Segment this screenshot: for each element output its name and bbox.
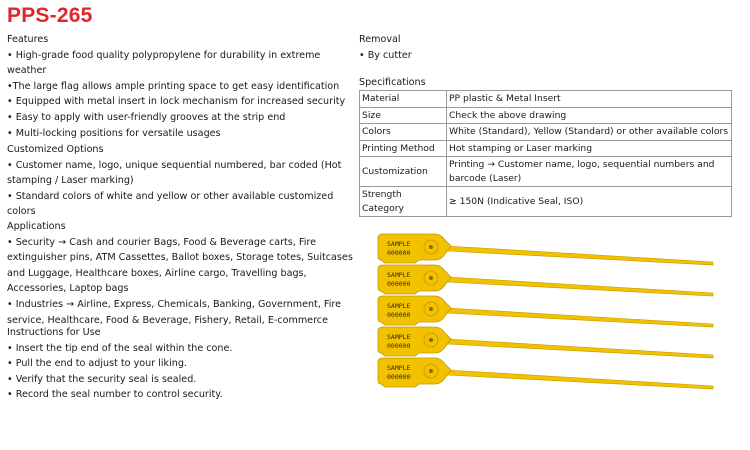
seal-item	[378, 296, 713, 327]
spec-value: Check the above drawing	[447, 107, 732, 124]
spec-row	[360, 124, 732, 141]
seal-label-top: SAMPLE	[387, 240, 411, 248]
spec-key: Printing Method	[360, 140, 447, 157]
spec-value: White (Standard), Yellow (Standard) or other available colors	[447, 124, 732, 141]
spec-key: Colors	[360, 124, 447, 141]
specifications-heading: Specifications	[359, 77, 426, 88]
seal-strap	[447, 339, 713, 358]
seal-lock-hole	[429, 338, 433, 342]
application-item: • Industries → Airline, Express, Chemicals, Banking, Government, Fire service, Healthcare, Food & Beverage, Fishery, Retail, E-commerce	[7, 298, 342, 326]
feature-item: •The large flag allows ample printing space to get easy identification	[7, 80, 340, 92]
instruction-item: • Verify that the security seal is sealed.	[7, 373, 197, 385]
removal-heading: Removal	[359, 34, 401, 45]
removal-item: • By cutter	[359, 49, 412, 61]
feature-item: • Multi-locking positions for versatile usages	[7, 127, 221, 139]
product-title: PPS-265	[7, 4, 93, 27]
seal-lock-hole	[429, 307, 433, 311]
application-item: • Security → Cash and courier Bags, Food & Beverage carts, Fire extinguisher pins, ATM Cassettes, Ballot boxes, Storage totes, Suitcases and Luggage, Healthcare boxes, Airline cargo, Travelling bags, Accessories, Laptop bags	[7, 236, 353, 295]
feature-item: • High-grade food quality polypropylene for durability in extreme weather	[7, 49, 321, 77]
features-heading: Features	[7, 34, 49, 45]
seal-label-top: SAMPLE	[387, 271, 411, 279]
spec-row	[360, 91, 732, 108]
seal-label-top: SAMPLE	[387, 364, 411, 372]
spec-value: ≥ 150N (Indicative Seal, ISO)	[447, 187, 732, 217]
seal-label-bottom: 000000	[387, 249, 411, 257]
seal-strap	[447, 308, 713, 327]
instructions-section	[7, 325, 359, 403]
seal-label-bottom: 000000	[387, 311, 411, 319]
specifications-table	[359, 90, 732, 217]
spec-key: Size	[360, 107, 447, 124]
seal-label-bottom: 000000	[387, 373, 411, 381]
spec-key: Material	[360, 91, 447, 108]
instruction-item: • Pull the end to adjust to your liking.	[7, 358, 187, 370]
spec-value: Printing → Customer name, logo, sequential numbers and barcode (Laser)	[447, 157, 732, 187]
seal-strap	[447, 246, 713, 265]
seal-lock-hole	[429, 369, 433, 373]
removal-section	[359, 32, 412, 63]
applications-section	[7, 219, 359, 328]
features-section	[7, 32, 359, 141]
feature-item: • Easy to apply with user-friendly grooves at the strip end	[7, 111, 286, 123]
spec-row	[360, 107, 732, 124]
spec-value: Hot stamping or Laser marking	[447, 140, 732, 157]
customized-item: • Customer name, logo, unique sequential numbered, bar coded (Hot stamping / Laser marking)	[7, 159, 342, 187]
spec-key: Strength Category	[360, 187, 447, 217]
spec-row	[360, 187, 732, 217]
spec-key: Customization	[360, 157, 447, 187]
spec-value: PP plastic & Metal Insert	[447, 91, 732, 108]
seal-lock-hole	[429, 276, 433, 280]
seal-label-top: SAMPLE	[387, 302, 411, 310]
applications-heading: Applications	[7, 221, 66, 232]
spec-row	[360, 140, 732, 157]
seal-strap	[447, 370, 713, 389]
seal-label-bottom: 000000	[387, 342, 411, 350]
customized-section	[7, 142, 359, 220]
seal-item	[378, 265, 713, 296]
seal-lock-hole	[429, 245, 433, 249]
security-seals-image	[375, 230, 725, 390]
instruction-item: • Insert the tip end of the seal within the cone.	[7, 342, 233, 354]
instructions-heading: Instructions for Use	[7, 327, 101, 338]
feature-item: • Equipped with metal insert in lock mechanism for increased security	[7, 96, 346, 108]
seal-item	[378, 327, 713, 358]
seal-strap	[447, 277, 713, 296]
spec-row	[360, 157, 732, 187]
customized-heading: Customized Options	[7, 144, 104, 155]
seal-item	[378, 358, 713, 389]
customized-item: • Standard colors of white and yellow or other available customized colors	[7, 190, 334, 218]
instruction-item: • Record the seal number to control security.	[7, 389, 223, 401]
seal-label-bottom: 000000	[387, 280, 411, 288]
seal-label-top: SAMPLE	[387, 333, 411, 341]
seal-item	[378, 234, 713, 265]
